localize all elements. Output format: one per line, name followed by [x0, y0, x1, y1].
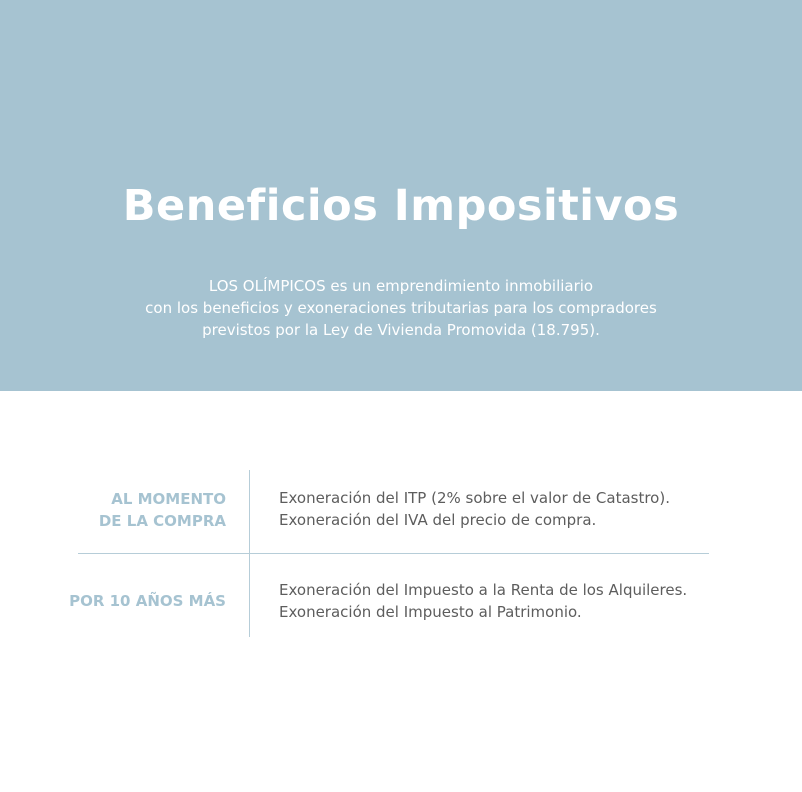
page-title: Beneficios Impositivos	[122, 181, 680, 231]
benefits-table	[0, 470, 802, 640]
hero-description-line: con los beneficios y exoneraciones tributarias para los compradores	[145, 299, 657, 317]
benefit-item: Exoneración del Impuesto a la Renta de los Alquileres.	[279, 581, 688, 599]
benefit-label-line: POR 10 AÑOS MÁS	[69, 592, 226, 610]
benefit-items-ten-years	[279, 579, 687, 623]
benefit-label-line: AL MOMENTO	[111, 490, 226, 508]
benefit-label-ten-years	[69, 590, 226, 612]
benefit-items-at-purchase	[279, 487, 670, 531]
benefit-item: Exoneración del ITP (2% sobre el valor de Catastro).	[279, 489, 670, 507]
benefit-label-line: DE LA COMPRA	[98, 512, 226, 530]
hero-description-line: previstos por la Ley de Vivienda Promovida (18.795).	[202, 321, 600, 339]
hero-banner	[0, 0, 802, 391]
benefit-label-at-purchase	[99, 488, 226, 532]
benefit-item: Exoneración del Impuesto al Patrimonio.	[279, 603, 582, 621]
hero-description	[0, 275, 802, 341]
benefit-item: Exoneración del IVA del precio de compra.	[279, 511, 597, 529]
row-divider	[78, 553, 709, 554]
hero-description-line: LOS OLÍMPICOS es un emprendimiento inmobiliario	[208, 277, 594, 295]
